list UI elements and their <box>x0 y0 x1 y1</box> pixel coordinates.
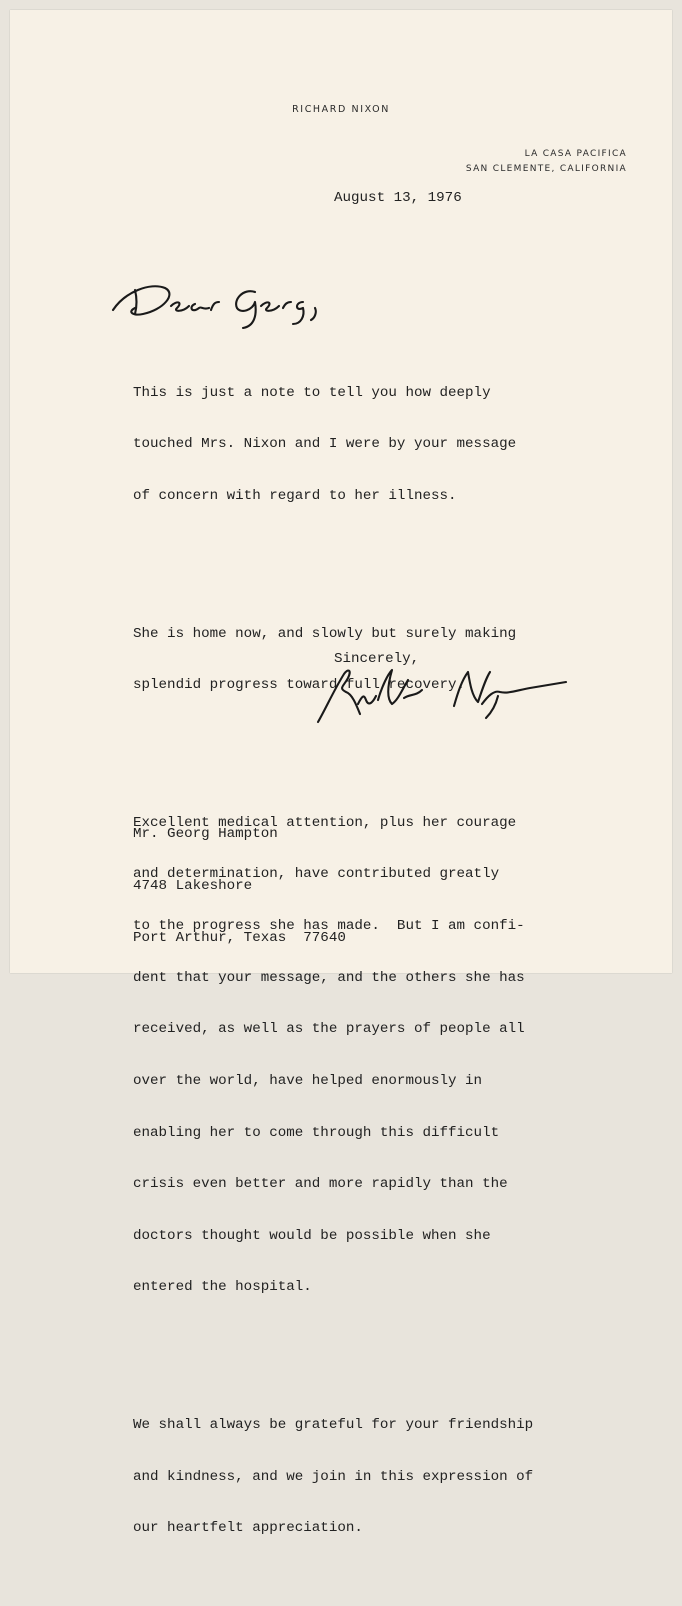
letter-date: August 13, 1976 <box>334 190 462 206</box>
body-line: She is home now, and slowly but surely making <box>133 625 517 642</box>
body-line: received, as well as the prayers of people all <box>133 1021 525 1038</box>
body-line: and determination, have contributed greatly <box>133 866 500 883</box>
letterhead-address <box>466 147 627 177</box>
body-line: splendid progress toward full recovery. <box>133 677 466 694</box>
body-line: and kindness, and we join in this expression of <box>133 1468 534 1485</box>
body-line: This is just a note to tell you how deeply <box>133 384 491 401</box>
body-line: over the world, have helped enormously in <box>133 1072 483 1089</box>
body-line: Excellent medical attention, plus her courage <box>133 814 517 831</box>
paragraph <box>133 1383 533 1572</box>
body-line: enabling her to come through this difficult <box>133 1124 500 1141</box>
body-line: touched Mrs. Nixon and I were by your message <box>133 436 517 453</box>
handwritten-signature <box>312 660 572 730</box>
body-line: our heartfelt appreciation. <box>133 1520 363 1537</box>
body-line: of concern with regard to her illness. <box>133 488 457 505</box>
recipient-address <box>133 792 346 964</box>
body-line: to the progress she has made. But I am confi- <box>133 918 525 935</box>
recipient-name: Mr. Georg Hampton <box>133 826 278 843</box>
address-line-city: SAN CLEMENTE, CALIFORNIA <box>465 164 627 174</box>
letterhead-name: RICHARD NIXON <box>292 104 390 115</box>
paragraph <box>133 350 533 539</box>
body-line: crisis even better and more rapidly than the <box>133 1176 508 1193</box>
body-line: We shall always be grateful for your friendship <box>133 1416 534 1433</box>
closing: Sincerely, <box>334 651 420 667</box>
body-line: entered the hospital. <box>133 1279 312 1296</box>
body-line: doctors thought would be possible when she <box>133 1227 491 1244</box>
address-line-estate: LA CASA PACIFICA <box>524 149 627 159</box>
body-line: dent that your message, and the others she has <box>133 969 525 986</box>
recipient-street: 4748 Lakeshore <box>133 878 253 895</box>
recipient-city: Port Arthur, Texas 77640 <box>133 929 346 946</box>
